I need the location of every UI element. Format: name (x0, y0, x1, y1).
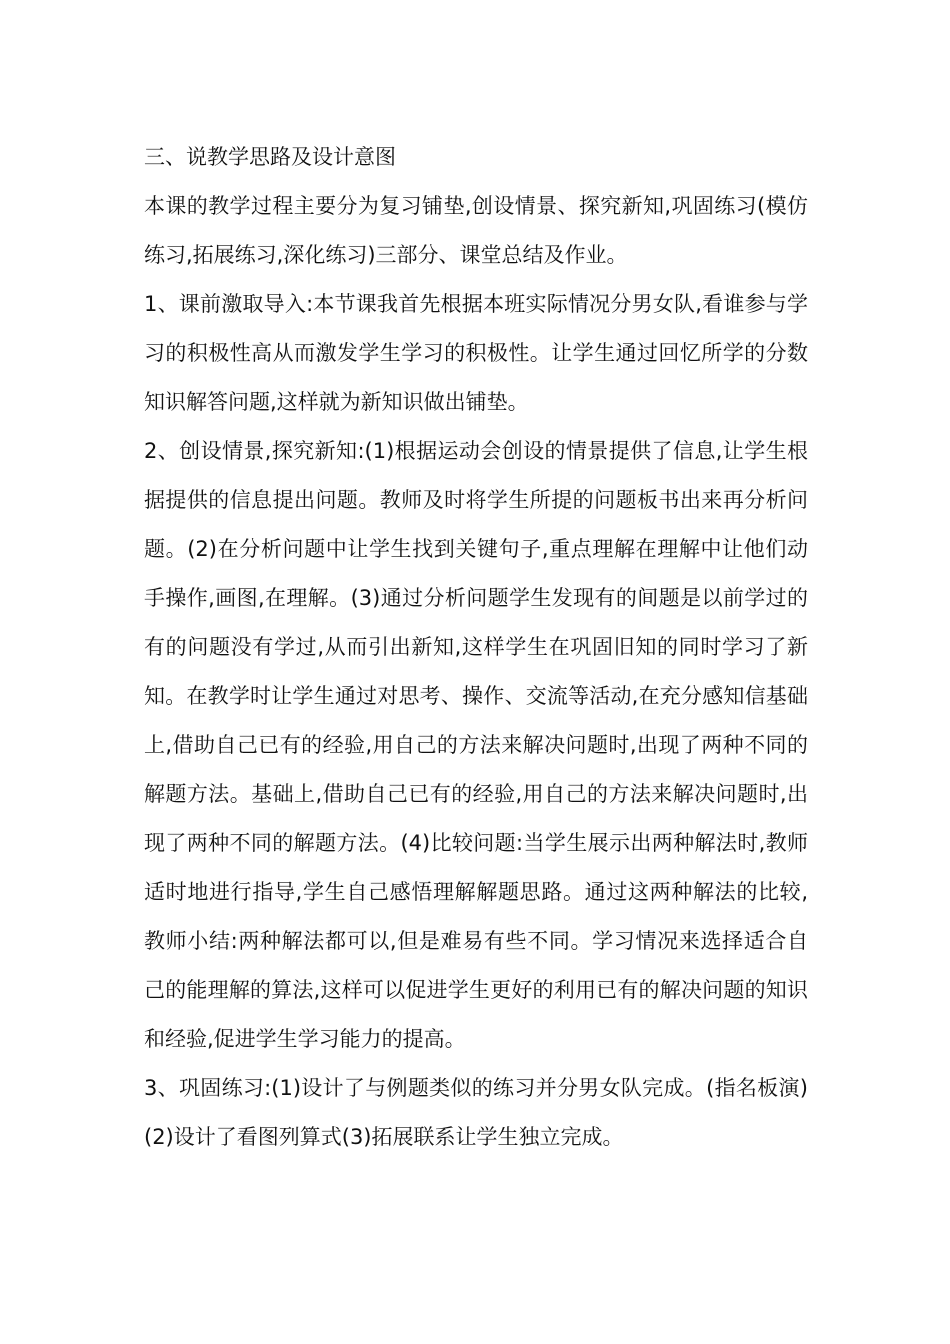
paragraph-step-3: 3、巩固练习:(1)设计了与例题类似的练习并分男女队完成。(指名板演)(2)设计了看图列算式(3)拓展联系让学生独立完成。 (144, 1076, 808, 1149)
paragraph-step-1: 1、课前激取导入:本节课我首先根据本班实际情况分男女队,看谁参与学习的积极性高从而激发学生学习的积极性。让学生通过回忆所学的分数知识解答问题,这样就为新知识做出铺垫。 (144, 292, 808, 414)
section-heading: 三、说教学思路及设计意图 (144, 145, 396, 169)
paragraph-overview: 本课的教学过程主要分为复习铺垫,创设情景、探究新知,巩固练习(模仿练习,拓展练习,深化练习)三部分、课堂总结及作业。 (144, 194, 808, 267)
paragraph-step-2: 2、创设情景,探究新知:(1)根据运动会创设的情景提供了信息,让学生根据提供的信息提出问题。教师及时将学生所提的问题板书出来再分析问题。(2)在分析问题中让学生找到关键句子,重点理解在理解中让他们动手操作,画图,在理解。(3)通过分析问题学生发现有的间题是以前学过的有的问题没有学过,从而引出新知,这样学生在巩固旧知的同时学习了新知。在教学时让学生通过对思考、操作、交流等活动,在充分感知信基础上,借助自己已有的经验,用自己的方法来解决问题时,出现了两种不同的解题方法。基础上,借助自己已有的经验,用自己的方法来解决问题时,出现了两种不同的解题方法。(4)比较问题:当学生展示出两种解法时,教师适时地进行指导,学生自己感悟理解解题思路。通过这两种解法的比较,教师小结:两种解法都可以,但是难易有些不同。学习情况来选择适合自己的能理解的算法,这样可以促进学生更好的利用已有的解决问题的知识和经验,促进学生学习能力的提高。 (144, 439, 808, 1051)
document-body (144, 133, 808, 1162)
